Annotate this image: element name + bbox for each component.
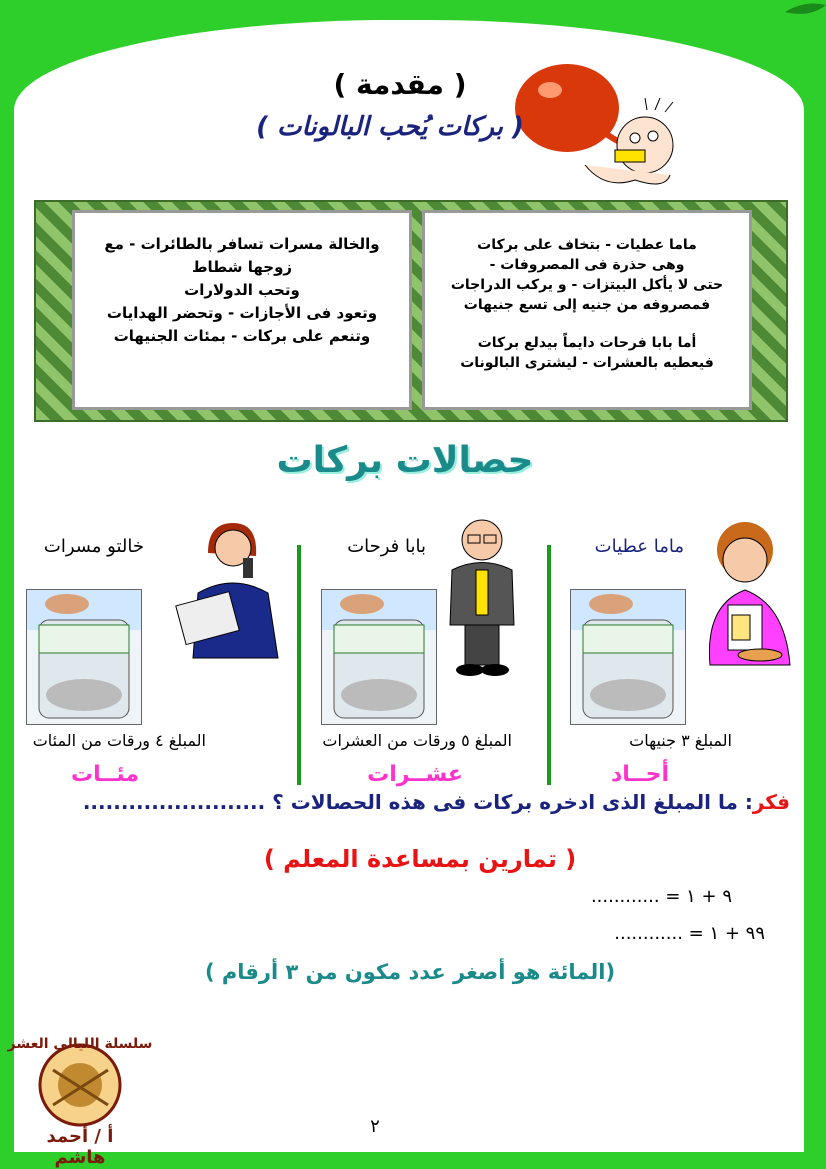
money-jar-aunt [26,589,142,725]
page-subtitle: ( بركات يُحب البالونات ) [256,112,524,142]
think-question [60,790,790,814]
intro-card-left [72,210,412,410]
mama-illustration [690,515,805,670]
card-line: وهى حذرة فى المصروفات - [489,257,685,273]
column-divider [547,545,551,785]
card-line: فمصروفه من جنيه إلى تسع جنيهات [463,297,711,313]
card-line: حتى لا يأكل البيتزات - و يركب الدراجات [450,277,724,293]
section-title: حصالات بركات [276,440,534,481]
leaf-icon [785,0,826,18]
card-line: أما بابا فرحات دايماً بيدلع بركات [477,335,697,351]
bank-name-mama: ماما عطيات [594,536,684,557]
bank-unit-aunt: مئــات [70,762,139,787]
money-jar-mama [570,589,686,725]
think-text: : ما المبلغ الذى ادخره بركات فى هذه الحصالات ؟ ........................ [82,790,753,814]
exercise-item: ٩٩ + ١ = ............ [614,923,765,944]
aunt-illustration [178,518,288,663]
bank-name-baba: بابا فرحات [347,536,426,557]
intro-card-right [422,210,752,410]
card-line: فيعطيه بالعشرات - ليشترى البالونات [460,355,714,371]
bank-unit-mama: أحــاد [611,762,669,787]
series-logo [7,1030,153,1130]
card-line: وتعود فى الأجازات - وتحضر الهدايات [106,304,378,322]
fact-note: (المائة هو أصغر عدد مكون من ٣ أرقام ) [204,960,616,984]
card-line: ماما عطيات - بتخاف على بركات [477,237,697,253]
author-name: أ / أحمد هاشم [46,1126,114,1168]
bank-amount-aunt: المبلغ ٤ ورقات من المئات [32,731,206,750]
exercise-item: ٩ + ١ = ............ [590,886,732,907]
baba-illustration [440,515,525,680]
card-line: وتنعم على بركات - بمئات الجنيهات [113,327,371,345]
money-jar-baba [321,589,437,725]
page-title: ( مقدمة ) [333,68,467,101]
bank-unit-baba: عشــرات [367,762,463,787]
card-line: وتحب الدولارات [184,281,300,299]
bank-name-aunt: خالتو مسرات [43,536,144,557]
card-line: والخالة مسرات تسافر بالطائرات - مع زوجها شطاط [104,235,380,276]
exercises-title: ( تمارين بمساعدة المعلم ) [263,845,577,873]
bank-amount-baba: المبلغ ٥ ورقات من العشرات [322,731,512,750]
logo-text: سلسلة الليالى العشر [7,1036,153,1052]
think-label: فكر [752,790,790,814]
page-number: ٢ [370,1116,380,1137]
bank-amount-mama: المبلغ ٣ جنيهات [629,731,732,750]
